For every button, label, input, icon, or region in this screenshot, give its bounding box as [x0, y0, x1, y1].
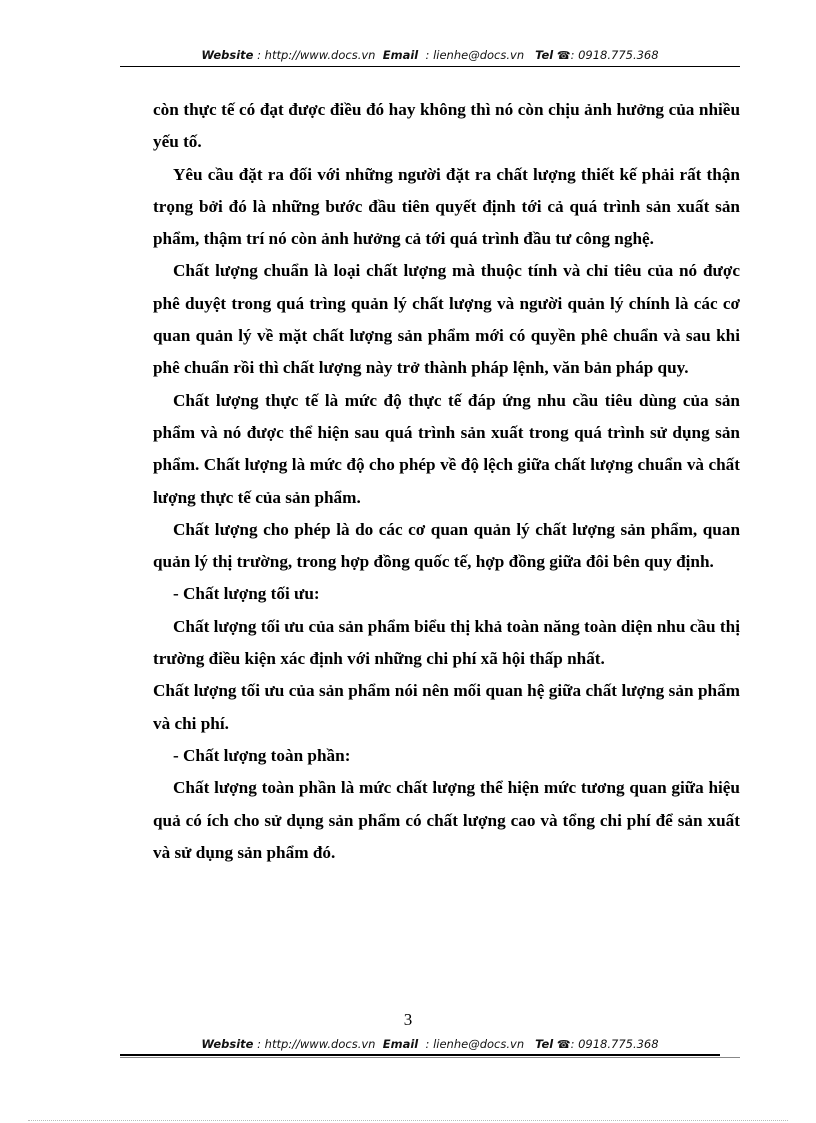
document-body	[153, 94, 740, 869]
header-email-value[interactable]: lienhe@docs.vn	[433, 48, 525, 62]
page-bottom-dotted-edge	[28, 1120, 788, 1121]
body-paragraph: Yêu cầu đặt ra đối với những người đặt ra chất lượng thiết kế phải rất thận trọng bởi đó là những bước đầu tiên quyết định tới cả quá trình sản xuất sản phẩm, thậm trí nó còn ảnh hưởng cả tới quá trình đầu tư công nghệ.	[153, 164, 740, 249]
body-paragraph: Chất lượng thực tế là mức độ thực tế đáp ứng nhu cầu tiêu dùng của sản phẩm và nó được thể hiện sau quá trình sản xuất trong quá trình sử dụng sản phẩm. Chất lượng là mức độ cho phép về độ lệch giữa chất lượng chuẩn và chất lượng thực tế của sản phẩm.	[153, 390, 740, 507]
body-paragraph: Chất lượng toàn phần là mức chất lượng thể hiện mức tương quan giữa hiệu quả có ích cho sử dụng sản phẩm có chất lượng cao và tổng chi phí để sản xuất và sử dụng sản phẩm đó.	[153, 778, 740, 862]
footer-website-sep: :	[253, 1037, 265, 1051]
page-footer	[120, 1037, 740, 1051]
header-email-label: Email	[382, 48, 419, 62]
phone-icon: ☎	[556, 1038, 571, 1051]
body-paragraph: Chất lượng tối ưu của sản phẩm biểu thị khả toàn năng toàn diện nhu cầu thị trường điều kiện xác định với những chi phí xã hội thấp nhất.	[153, 616, 740, 669]
footer-email-value[interactable]: lienhe@docs.vn	[433, 1037, 525, 1051]
body-paragraph: còn thực tế có đạt được điều đó hay không thì nó còn chịu ảnh hưởng của nhiều yếu tố.	[153, 100, 740, 152]
header-tel-label: Tel	[535, 48, 554, 62]
body-paragraph: - Chất lượng tối ưu:	[173, 584, 320, 604]
footer-website-label: Website	[201, 1037, 254, 1051]
footer-tel-value: : 0918.775.368	[570, 1037, 659, 1051]
header-website-label: Website	[201, 48, 254, 62]
footer-website-url[interactable]: http://www.docs.vn	[264, 1037, 376, 1051]
page-number: 3	[403, 1010, 413, 1029]
footer-tel-label: Tel	[535, 1037, 554, 1051]
header-email-sep: :	[421, 48, 434, 62]
header-website-sep: :	[253, 48, 265, 62]
footer-email-label: Email	[382, 1037, 419, 1051]
body-paragraph: - Chất lượng toàn phần:	[173, 745, 351, 765]
phone-icon: ☎	[556, 49, 571, 62]
footer-email-sep: :	[421, 1037, 434, 1051]
header-website-url[interactable]: http://www.docs.vn	[264, 48, 376, 62]
body-paragraph: Chất lượng tối ưu của sản phẩm nói nên mối quan hệ giữa chất lượng sản phẩm và chi phí.	[153, 681, 740, 733]
header-tel-value: : 0918.775.368	[570, 48, 659, 62]
header-rule	[120, 66, 740, 67]
body-paragraph: Chất lượng chuẩn là loại chất lượng mà thuộc tính và chỉ tiêu của nó được phê duyệt trong quá trìng quản lý chất lượng và người quản lý chính là các cơ quan quản lý về mặt chất lượng sản phẩm mới có quyền phê chuẩn và sau khi phê chuẩn rồi thì chất lượng này trở thành pháp lệnh, văn bản pháp quy.	[153, 261, 740, 378]
footer-rule	[120, 1054, 720, 1056]
footer-rule-thin	[120, 1057, 740, 1058]
page-header	[120, 48, 740, 62]
body-paragraph: Chất lượng cho phép là do các cơ quan quản lý chất lượng sản phẩm, quan quản lý thị trường, trong hợp đồng quốc tế, hợp đồng giữa đôi bên quy định.	[153, 519, 740, 572]
